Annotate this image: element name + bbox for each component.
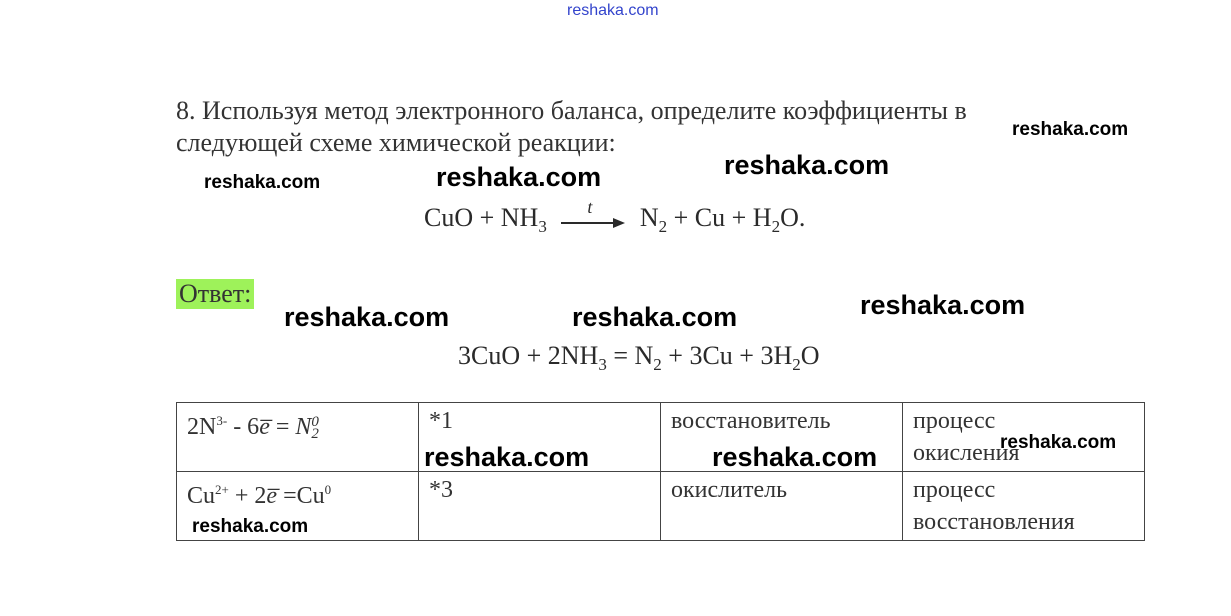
r2-sup: 2+ [215,482,229,497]
watermark: reshaka.com [712,442,878,472]
r1-n-sub: 2 [311,426,319,442]
watermark: reshaka.com [1000,432,1117,453]
cell-half-reaction [177,403,419,472]
r2-electron: e̅ [266,483,278,509]
r2-text-c: =Cu [277,483,325,509]
r1-text-a: 2N [187,414,217,440]
r1-text-c: = [269,414,296,440]
cell-role: восстановитель [661,403,903,472]
scheme-right-b: + Cu + H [667,203,772,232]
reaction-scheme [424,197,806,237]
scheme-right-a-sub: 2 [658,217,668,237]
scheme-right-c: O. [780,203,806,232]
watermark: reshaka.com [1012,119,1129,140]
reaction-arrow-icon [561,197,625,231]
cell-process [903,472,1145,541]
balanced-equation [458,341,820,375]
r1-nitrogen: N [295,414,312,440]
question-line-2: следующей схеме химической реакции: [176,128,616,157]
r1-text-b: - 6 [227,414,260,440]
r1-electron: e̅ [259,414,270,440]
ans-s3: 2 [792,355,801,375]
ans-s1: 3 [598,355,607,375]
ans-p2: = N [606,341,654,370]
r2-text-b: + 2 [228,483,267,509]
scheme-left: CuO + NH [424,203,539,232]
watermark: reshaka.com [424,442,590,472]
r2-process-l2: восстановления [913,509,1075,535]
r1-process-l1: процесс [913,408,996,434]
r2-process-l1: процесс [913,477,996,503]
scheme-right-a: N [639,203,659,232]
cell-multiplier: *3 [419,472,661,541]
watermark: reshaka.com [284,302,450,332]
scheme-right-b-sub: 2 [771,217,781,237]
cell-role: окислитель [661,472,903,541]
watermark: reshaka.com [192,516,309,537]
r1-sup: 3- [216,413,228,428]
ans-p4: O [800,341,820,370]
watermark: reshaka.com [860,290,1026,320]
r2-sup2: 0 [324,482,332,497]
r2-text-a: Cu [187,483,216,509]
ans-s2: 2 [653,355,662,375]
site-header-link[interactable]: reshaka.com [567,2,659,19]
ans-p1: 3CuO + 2NH [458,341,599,370]
watermark: reshaka.com [204,172,321,193]
r1-n-sup: 0 [311,414,319,430]
question-line-1: 8. Используя метод электронного баланса, определите коэффициенты в [176,96,967,125]
arrow-label: t [587,197,593,218]
cell-multiplier: *1 [419,403,661,472]
electron-balance-table [176,402,1145,541]
watermark: reshaka.com [572,302,738,332]
watermark: reshaka.com [436,162,602,192]
watermark: reshaka.com [724,150,890,180]
answer-label: Ответ: [176,279,254,309]
scheme-left-sub: 3 [538,217,547,237]
r1-process-l2: окисления [913,440,1020,466]
table-row [177,472,1145,541]
ans-p3: + 3Cu + 3H [661,341,793,370]
